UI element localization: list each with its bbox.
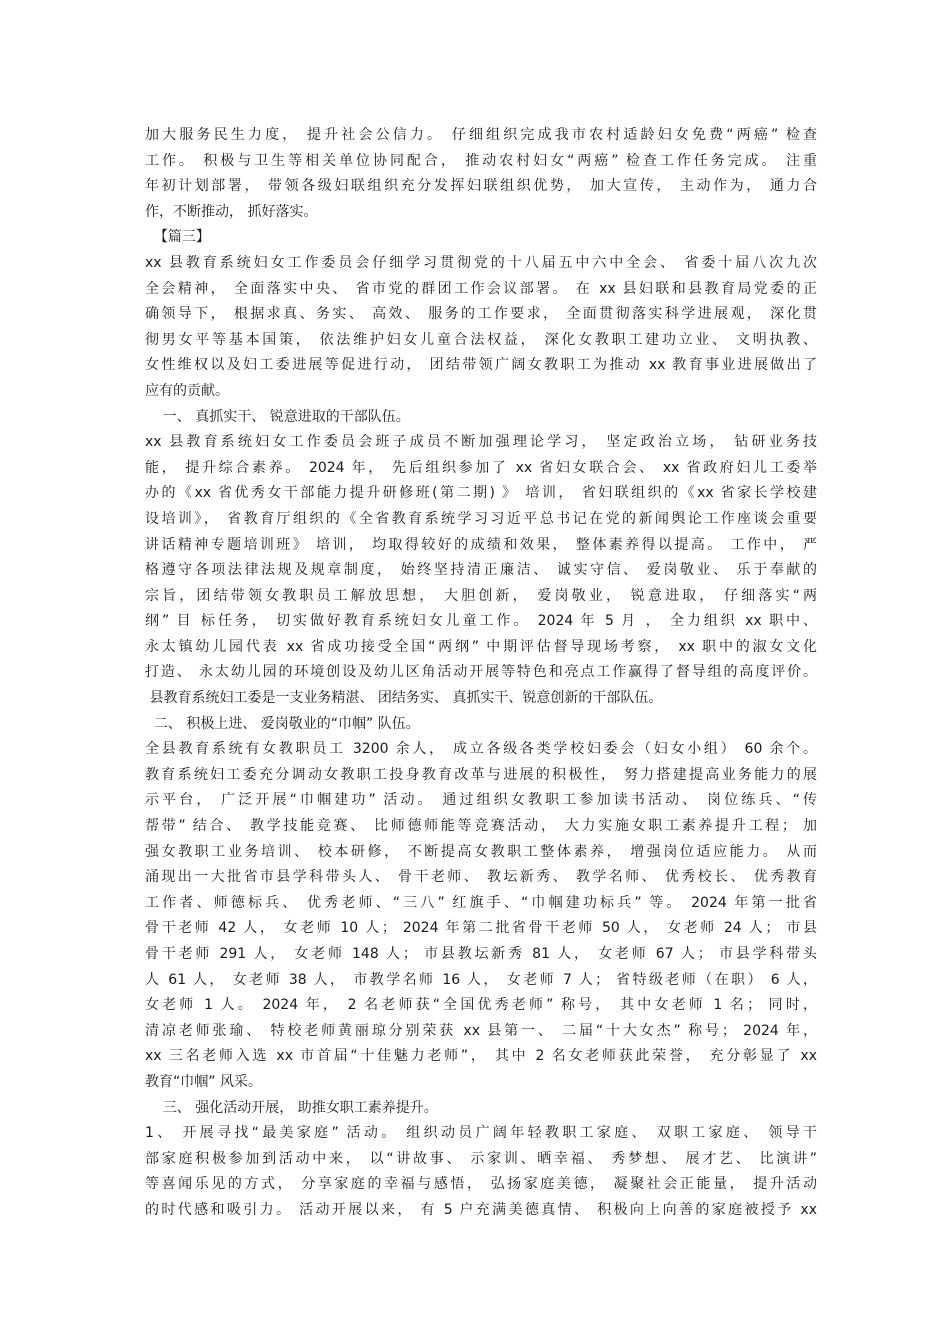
text-line: 纲” 目 标任务， 切实做好教育系统妇女儿童工作。 2024 年 5 月 ， 全力组织 xx 职中、 (145, 613, 817, 630)
text-line: 二、 积极上进、 爱岗敬业的“巾帼” 队伍。 (145, 715, 420, 732)
text-line: 加大服务民生力度， 提升社会公信力。 仔细组织完成我市农村适龄妇女免费“两癌” 检查 (145, 127, 817, 143)
text-line: 工作者、师德标兵、 优秀老师、“三八” 红旗手、“巾帼建功标兵” 等。 2024 年第一批省 (145, 894, 817, 911)
text-line: 应有的贡献。 (145, 382, 229, 399)
text-line: 格遵守各项法律法规及规章制度， 始终坚持清正廉洁、 诚实守信、 爱岗敬业、 乐于奉献的 (145, 562, 817, 579)
text-line: 涌现出一大批省市县学科带头人、 骨干老师、 教坛新秀、 教学名师、 优秀校长、 优秀教育 (145, 869, 817, 886)
text-line: 确领导下， 根据求真、务实、 高效、 服务的工作要求， 全面贯彻落实科学进展观， 深化贯 (145, 306, 817, 323)
text-line: 工作。 积极与卫生等相关单位协同配合， 推动农村妇女“两癌” 检查工作任务完成。 注重 (145, 152, 817, 169)
text-line: 教育“巾帼” 风采。 (145, 1073, 262, 1090)
text-line: 年初计划部署， 带领各级妇联组织充分发挥妇联组织优势， 加大宣传， 主动作为， 通力合 (145, 178, 817, 195)
text-line: 部家庭积极参加到活动中来， 以“讲故事、 示家训、晒幸福、 秀梦想、 展才艺、 比演讲” (145, 1150, 817, 1167)
text-line: 强女教职工业务培训、 校本研修， 不断提高女教职工整体素养， 增强岗位适应能力。 从而 (145, 843, 817, 860)
text-line: 骨干老师 42 人， 女老师 10 人； 2024 年第二批省骨干老师 50 人， 女老师 24 人； 市县 (145, 920, 817, 937)
text-line: 全县教育系统有女教职员工 3200 余人， 成立各级各类学校妇委会（妇女小组） 60 余个。 (145, 741, 817, 758)
text-line: 骨干老师 291 人， 女老师 148 人； 市县教坛新秀 81 人， 女老师 67 人； 市县学科带头 (145, 946, 817, 962)
text-line: xx 县教育系统妇女工作委员会仔细学习贯彻党的十八届五中六中全会、 省委十届八次九次 (145, 254, 817, 271)
text-line: 教育系统妇工委充分调动女教职工投身教育改革与进展的积极性， 努力搭建提高业务能力的展 (145, 766, 817, 783)
text-line: 的时代感和吸引力。 活动开展以来， 有 5 户充满美德真情、 积极向上向善的家庭被授予 xx (145, 1201, 817, 1218)
body-text (145, 123, 817, 1224)
text-line: 县教育系统妇工委是一支业务精湛、 团结务实、 真抓实干、锐意创新的干部队伍。 (145, 690, 663, 707)
text-line: 设培训》， 省教育厅组织的《全省教育系统学习习近平总书记在党的新闻舆论工作座谈会重要 (145, 510, 817, 527)
text-line: 女老师 1 人。 2024 年， 2 名老师获“全国优秀老师” 称号， 其中女老师 1 名； 同时， (145, 997, 817, 1014)
text-line: 全会精神， 全面落实中央、 省市党的群团工作会议部署。 在 xx 县妇联和县教育局党委的正 (145, 280, 817, 297)
text-line: 三、 强化活动开展， 助推女职工素养提升。 (145, 1099, 438, 1116)
text-line: 讲话精神专题培训班》 培训， 均取得较好的成绩和效果， 整体素养得以提高。 工作中， 严 (145, 536, 817, 553)
text-line: 女性维权以及妇工委进展等促进行动， 团结带领广阔女教职工为推动 xx 教育事业进展做出了 (145, 357, 817, 374)
text-line: 【篇三】 (145, 229, 210, 246)
text-line: 1、 开展寻找“最美家庭” 活动。 组织动员广阔年轻教职工家庭、 双职工家庭、 领导干 (145, 1125, 817, 1142)
text-line: 清凉老师张瑜、 特校老师黄丽琼分别荣获 xx 县第一、 二届“十大女杰” 称号； 2024 年， (145, 1022, 817, 1039)
text-line: xx 县教育系统妇女工作委员会班子成员不断加强理论学习， 坚定政治立场， 钻研业务技 (145, 434, 817, 451)
text-line: xx 三名老师入选 xx 市首届“十佳魅力老师”， 其中 2 名女老师获此荣誉， 充分彰显了 xx (145, 1048, 817, 1065)
text-line: 彻男女平等基本国策， 依法维护妇女儿童合法权益， 深化女教职工建功立业、 文明执教、 (145, 331, 817, 348)
text-line: 作，不断推动， 抓好落实。 (145, 203, 318, 220)
text-line: 办的《xx 省优秀女干部能力提升研修班(第二期) 》 培训， 省妇联组织的《xx 省家长学校建 (145, 485, 817, 502)
text-line: 一、 真抓实干、 锐意进取的干部队伍。 (145, 408, 410, 425)
text-line: 帮带” 结合、 教学技能竞赛、 比师德师能等竞赛活动， 大力实施女职工素养提升工程； 加 (145, 818, 817, 835)
text-line: 打造、 永太幼儿园的环境创设及幼儿区角活动开展等特色和亮点工作赢得了督导组的高度评价。 (145, 664, 817, 681)
text-line: 示平台， 广泛开展“巾帼建功” 活动。 通过组织女教职工参加读书活动、 岗位练兵、“传 (145, 792, 817, 809)
text-line: 永太镇幼儿园代表 xx 省成功接受全国“两纲” 中期评估督导现场考察， xx 职中的淑女文化 (145, 638, 817, 655)
text-line: 等喜闻乐见的方式， 分享家庭的幸福与感悟， 弘扬家庭美德， 凝聚社会正能量， 提升活动 (145, 1176, 817, 1193)
text-line: 人 61 人， 女老师 38 人， 市教学名师 16 人， 女老师 7 人； 省特级老师（在职） 6 人， (145, 971, 817, 988)
text-line: 宗旨，团结带领女教职员工解放思想， 大胆创新， 爱岗敬业， 锐意进取， 仔细落实“两 (145, 587, 817, 604)
text-line: 能， 提升综合素养。 2024 年， 先后组织参加了 xx 省妇女联合会、 xx 省政府妇儿工委举 (145, 459, 817, 476)
